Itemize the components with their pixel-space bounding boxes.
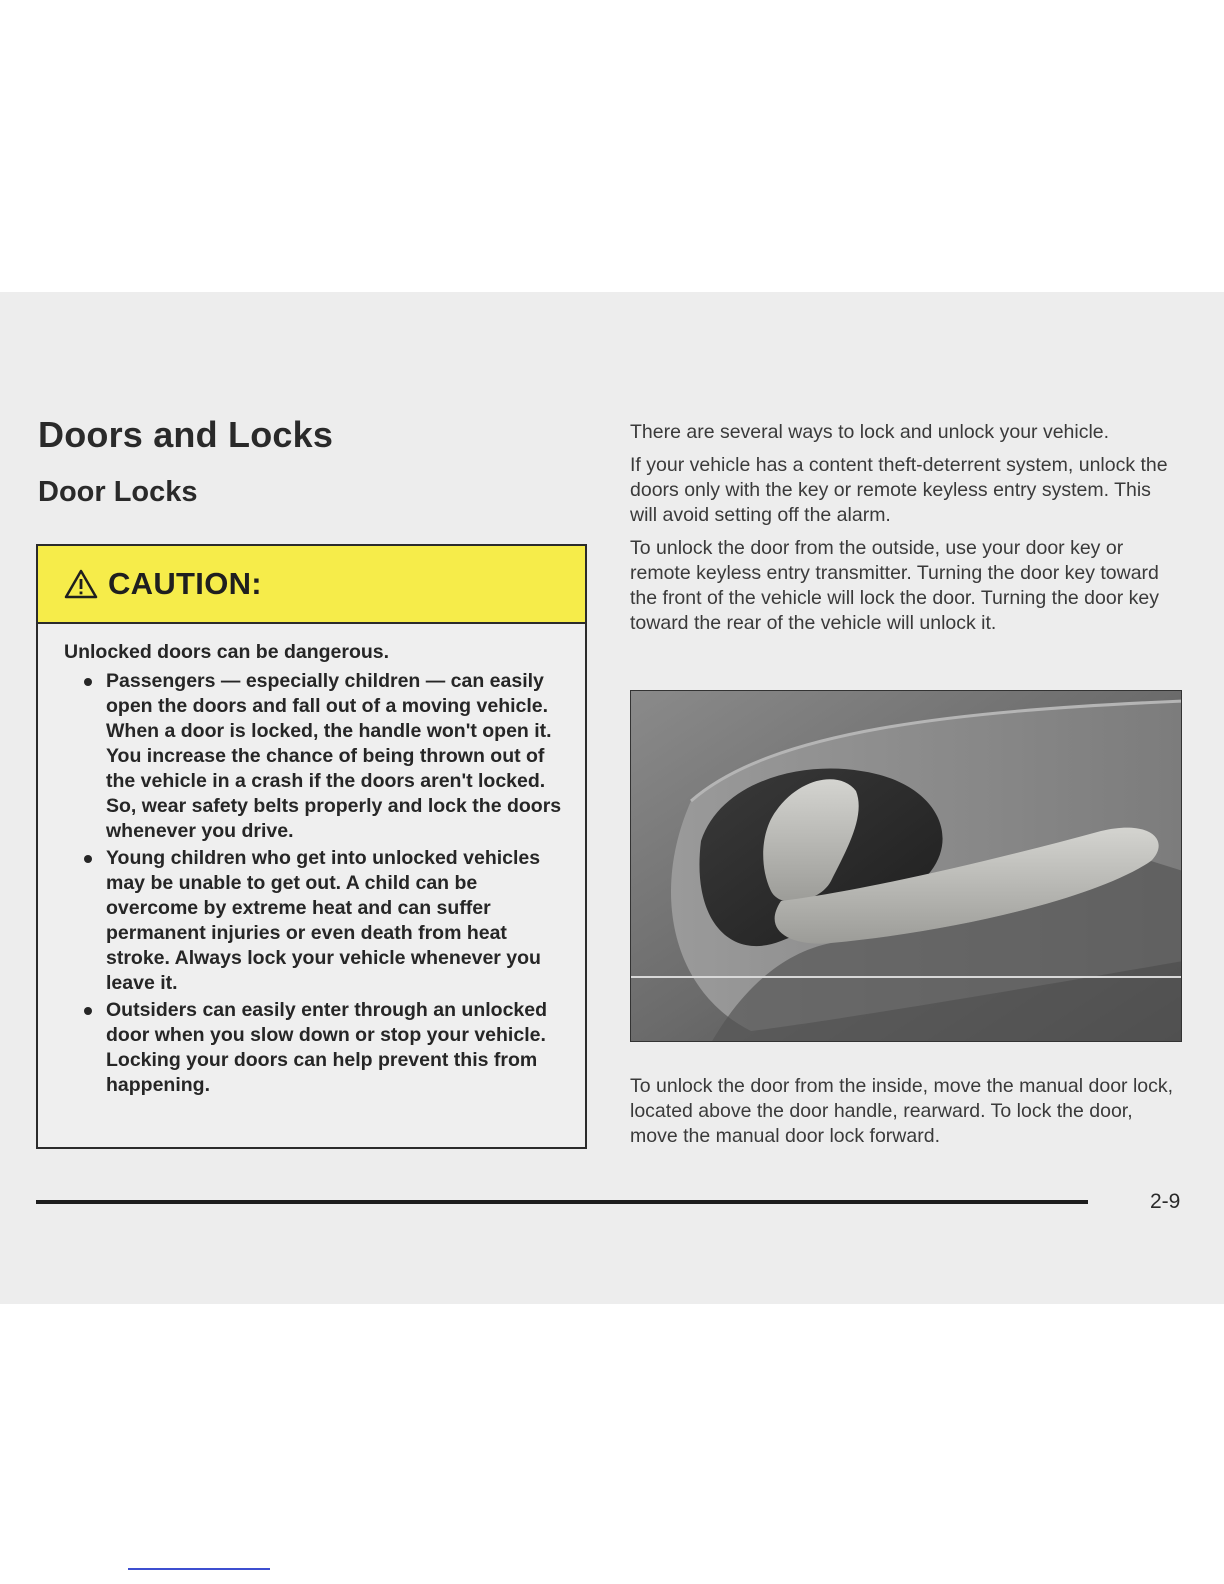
body-paragraph: If your vehicle has a content theft-deterrent system, unlock the doors only with the key or remote keyless entry system. This will avoid setting off the alarm. bbox=[630, 454, 1168, 526]
section-title: Doors and Locks bbox=[38, 414, 334, 455]
door-handle-photo bbox=[630, 690, 1182, 1042]
caution-list bbox=[64, 669, 567, 1098]
caution-label: CAUTION: bbox=[108, 566, 262, 601]
caution-item-text: Young children who get into unlocked vehicles may be unable to get out. A child can be overcome by extreme heat and can suffer permanent injuries or even death from heat stroke. Always lock your vehicle whenever you leave it. bbox=[106, 847, 541, 994]
section-subtitle: Door Locks bbox=[38, 476, 198, 508]
caution-item-text: Outsiders can easily enter through an unlocked door when you slow down or stop your vehicle. Locking your doors can help prevent this from happening. bbox=[106, 999, 548, 1096]
page-number: 2-9 bbox=[1150, 1190, 1181, 1213]
caution-intro: Unlocked doors can be dangerous. bbox=[64, 641, 390, 663]
caution-item bbox=[64, 846, 567, 996]
left-column bbox=[38, 410, 590, 512]
caution-body bbox=[38, 624, 585, 1098]
caution-header bbox=[38, 546, 585, 624]
warning-triangle-icon bbox=[64, 569, 98, 599]
right-column bbox=[630, 420, 1182, 644]
body-paragraph: There are several ways to lock and unlock your vehicle. bbox=[630, 421, 1110, 443]
body-paragraph: To unlock the door from the outside, use your door key or remote keyless entry transmitter. Turning the door key toward the front of the vehicle will lock the door. Turning the door key toward the rear of the vehicle will unlock it. bbox=[630, 537, 1159, 634]
bottom-divider bbox=[128, 1568, 270, 1570]
footer-rule bbox=[36, 1200, 1088, 1204]
bullet-icon bbox=[84, 678, 92, 686]
caution-box bbox=[36, 544, 587, 1149]
bullet-icon bbox=[84, 855, 92, 863]
caution-item-text: Passengers — especially children — can easily open the doors and fall out of a moving vehicle. When a door is locked, the handle won't open it. You increase the chance of being thrown out of the vehicle in a crash if the doors aren't locked. bbox=[106, 670, 552, 792]
caution-item-extra: So, wear safety belts properly and lock the doors whenever you drive. bbox=[106, 795, 562, 842]
door-handle-illustration bbox=[631, 691, 1182, 1042]
caution-item bbox=[64, 998, 567, 1098]
photo-caption: To unlock the door from the inside, move the manual door lock, located above the door handle, rearward. To lock the door, move the manual door lock forward. bbox=[630, 1075, 1174, 1147]
caution-item bbox=[64, 669, 567, 844]
bullet-icon bbox=[84, 1007, 92, 1015]
